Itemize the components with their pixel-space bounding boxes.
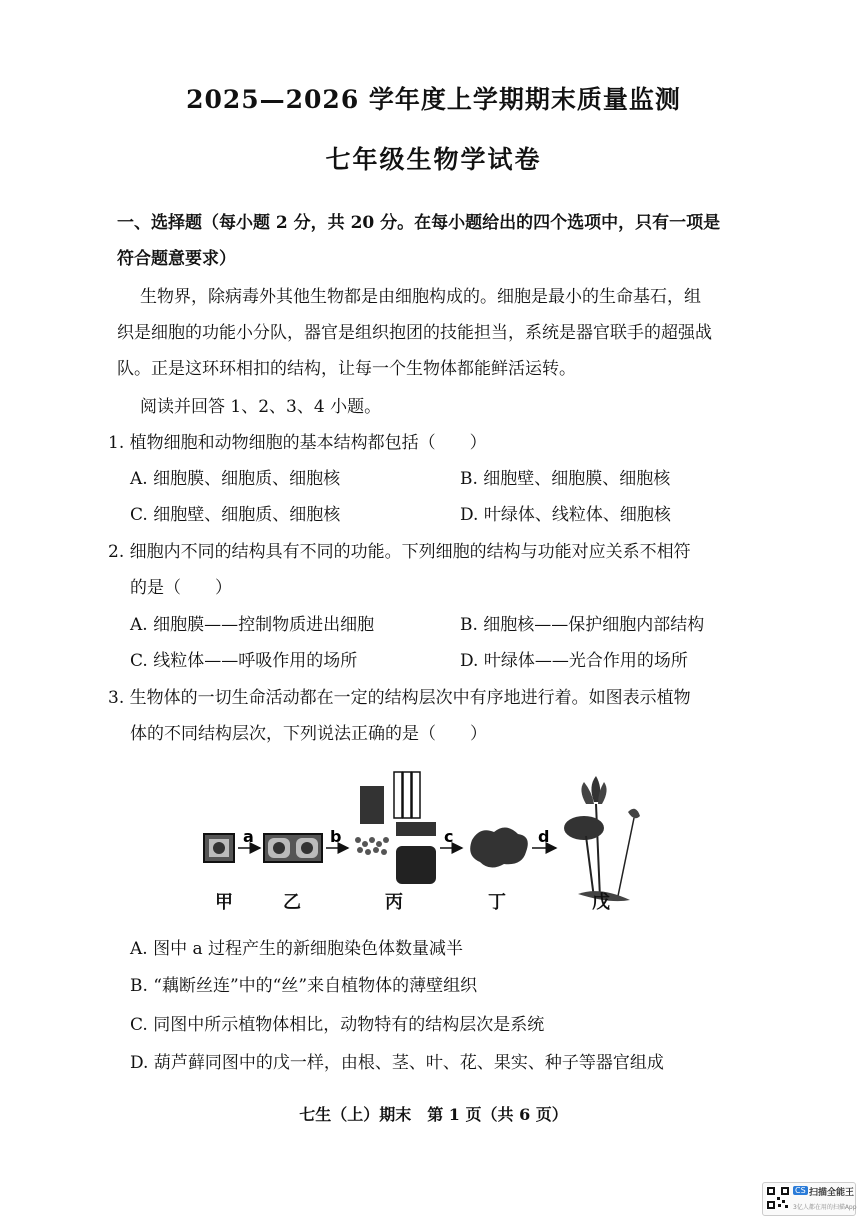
q3-stem-line1: 3. 生物体的一切生命活动都在一定的结构层次中有序地进行着。如图表示植物 [108, 688, 691, 708]
stage-label-wu: 戊 [592, 892, 610, 913]
arrow-label-a: a [243, 827, 254, 846]
reading-instruction: 阅读并回答 1、2、3、4 小题。 [140, 397, 382, 417]
q2-stem-line2: 的是（ ） [130, 578, 232, 598]
q3-option-b: B. “藕断丝连”中的“丝”来自植物体的薄壁组织 [130, 976, 478, 996]
q1-option-b: B. 细胞壁、细胞膜、细胞核 [460, 469, 671, 489]
section-heading-line1: 一、选择题（每小题 2 分，共 20 分。在每小题给出的四个选项中，只有一项是 [117, 213, 721, 233]
exam-title: 2025—2026 学年度上学期期末质量监测 [186, 85, 681, 114]
scanner-logo: CS [795, 1186, 806, 1195]
scanner-app-name: 扫描全能王 [809, 1188, 855, 1198]
scanner-tagline: 3亿人都在用的扫描App [793, 1204, 857, 1211]
lotus-plant-icon [564, 776, 640, 901]
q1-option-a: A. 细胞膜、细胞质、细胞核 [130, 469, 341, 489]
q3-stem-line2: 体的不同结构层次，下列说法正确的是（ ） [130, 724, 487, 744]
arrow-label-d: d [538, 827, 550, 846]
stage-label-bing: 丙 [385, 892, 403, 913]
q2-option-b: B. 细胞核——保护细胞内部结构 [460, 615, 705, 635]
q3-option-c: C. 同图中所示植物体相比，动物特有的结构层次是系统 [130, 1015, 545, 1035]
q1-option-d: D. 叶绿体、线粒体、细胞核 [460, 505, 671, 525]
q2-option-c: C. 线粒体——呼吸作用的场所 [130, 651, 358, 671]
passage-line1: 生物界，除病毒外其他生物都是由细胞构成的。细胞是最小的生命基石，组 [140, 287, 701, 307]
q2-option-d: D. 叶绿体——光合作用的场所 [460, 651, 688, 671]
passage-line2: 织是细胞的功能小分队，器官是组织抱团的技能担当，系统是器官联手的超强战 [117, 323, 712, 343]
scanner-watermark-badge [762, 1182, 856, 1216]
q1-stem: 1. 植物细胞和动物细胞的基本结构都包括（ ） [108, 433, 487, 453]
stage-label-yi: 乙 [283, 892, 301, 913]
section-heading-line2: 符合题意要求） [117, 249, 236, 269]
qr-code-icon [766, 1186, 790, 1210]
q1-option-c: C. 细胞壁、细胞质、细胞核 [130, 505, 341, 525]
exam-subtitle: 七年级生物学试卷 [325, 145, 542, 174]
organ-icon [470, 827, 528, 867]
q2-stem-line1: 2. 细胞内不同的结构具有不同的功能。下列细胞的结构与功能对应关系不相符 [108, 542, 691, 562]
single-cell-icon [204, 834, 234, 862]
q3-option-d: D. 葫芦藓同图中的戊一样，由根、茎、叶、花、果实、种子等器官组成 [130, 1053, 664, 1073]
tissues-icon [355, 772, 436, 884]
stage-label-jia: 甲 [215, 892, 233, 913]
q3-option-a: A. 图中 a 过程产生的新细胞染色体数量减半 [130, 939, 464, 959]
dividing-cells-icon [264, 834, 322, 862]
arrow-label-b: b [330, 827, 342, 846]
q2-option-a: A. 细胞膜——控制物质进出细胞 [130, 615, 375, 635]
stage-label-ding: 丁 [488, 892, 506, 913]
page-footer: 七生（上）期末 第 1 页（共 6 页） [299, 1105, 568, 1124]
arrow-label-c: c [444, 827, 454, 846]
passage-line3: 队。正是这环环相扣的结构，让每一个生物体都能鲜活运转。 [117, 359, 576, 379]
